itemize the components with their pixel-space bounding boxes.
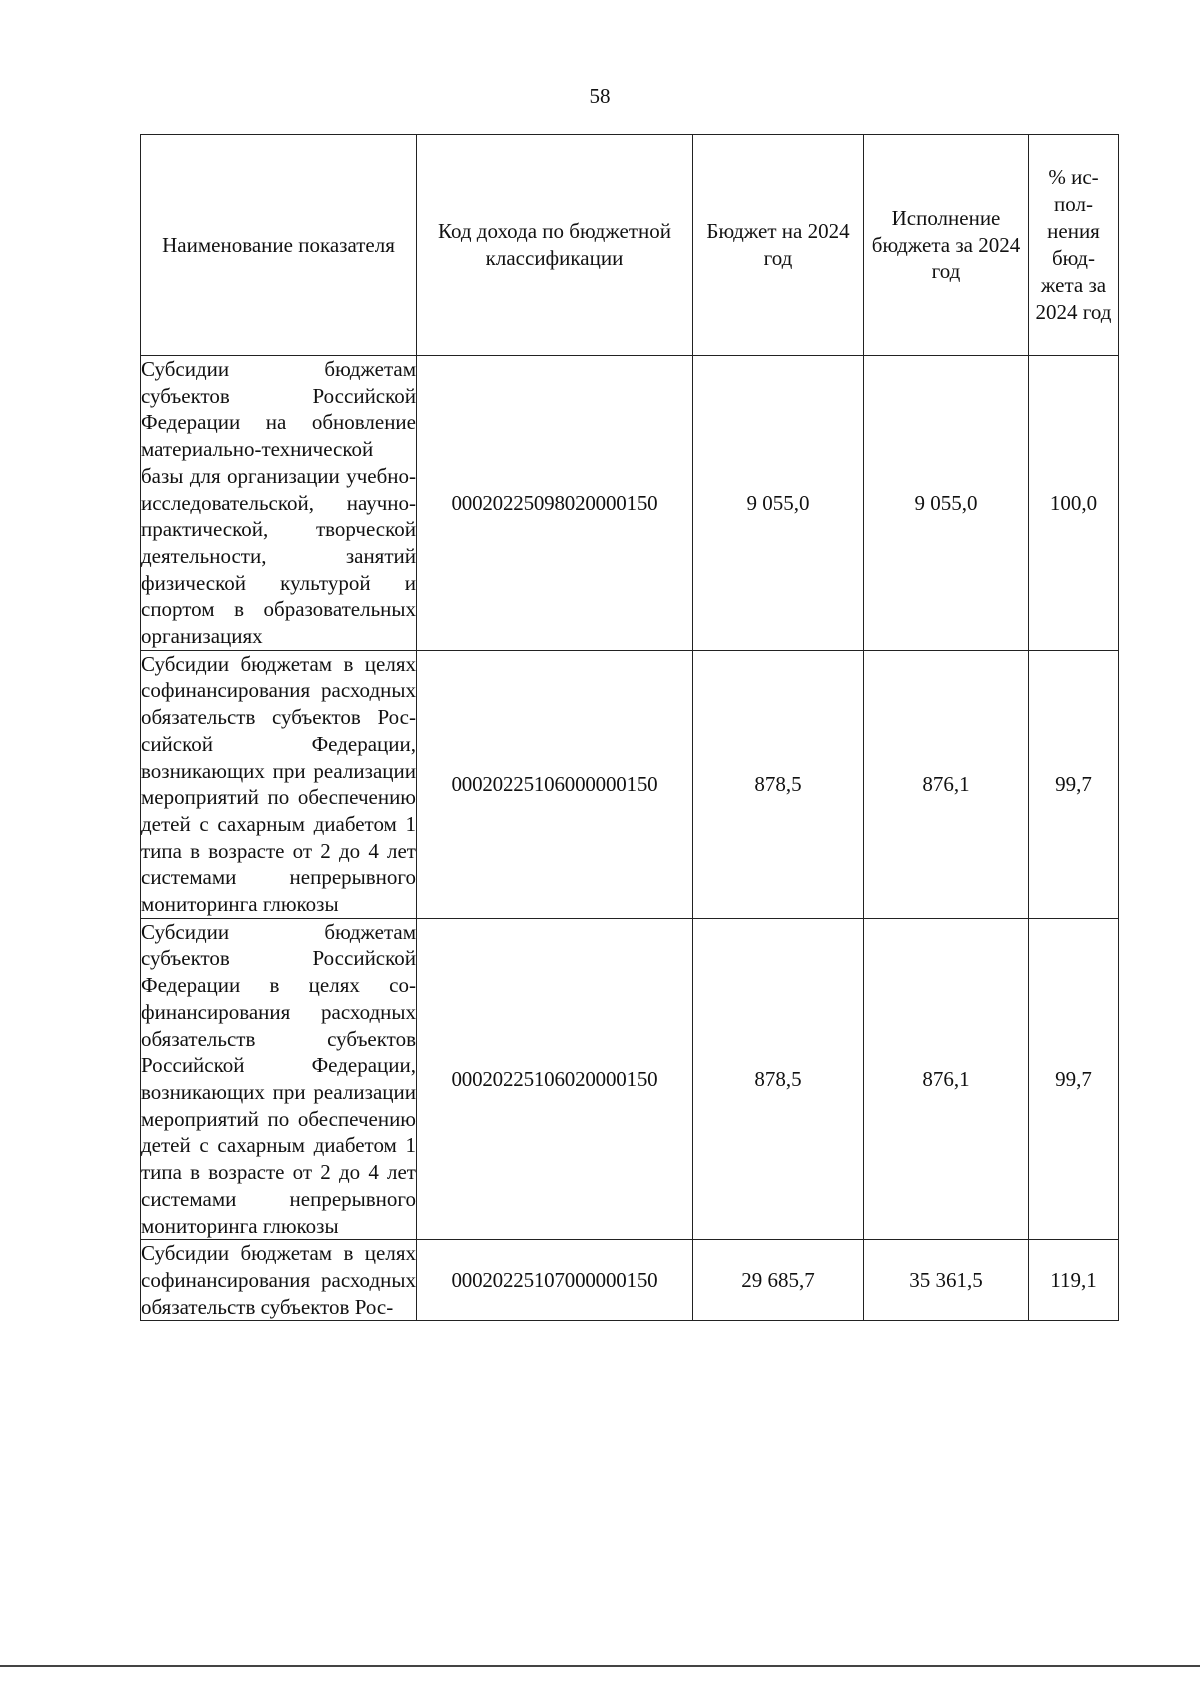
row-execution: 9 055,0: [864, 356, 1029, 651]
header-budget: Бюджет на 2024 год: [693, 135, 864, 356]
row-percent: 100,0: [1029, 356, 1119, 651]
row-name: Субсидии бюджетам в целях софинансирования расходных обязательств субъектов Российской Федерации, возникающих при реализации мероприятий по обеспечению детей с сахарным диабетом 1 типа в возрасте от 2 до 4 лет системами непрерывного мониторинга глюкозы: [141, 650, 417, 918]
row-code: 00020225106000000150: [417, 650, 693, 918]
row-name: Субсидии бюджетам субъектов Российской Федерации на обновление материально-технической базы для организации учебно-исследовательской, научно-практической, творческой деятельности, занятий физической культурой и спортом в образовательных организациях: [141, 356, 417, 651]
header-execution: Исполнение бюджета за 2024 год: [864, 135, 1029, 356]
table-row: [141, 1240, 1119, 1321]
row-percent: 119,1: [1029, 1240, 1119, 1321]
row-code: 00020225107000000150: [417, 1240, 693, 1321]
row-execution: 876,1: [864, 918, 1029, 1239]
row-percent: 99,7: [1029, 650, 1119, 918]
header-percent: % ис- пол- нения бюд- жета за 2024 год: [1029, 135, 1119, 356]
table-row: [141, 356, 1119, 651]
row-budget: 29 685,7: [693, 1240, 864, 1321]
row-budget: 878,5: [693, 918, 864, 1239]
row-code: 00020225106020000150: [417, 918, 693, 1239]
row-execution: 35 361,5: [864, 1240, 1029, 1321]
row-budget: 878,5: [693, 650, 864, 918]
budget-execution-table: [140, 134, 1119, 1321]
row-execution: 876,1: [864, 650, 1029, 918]
row-budget: 9 055,0: [693, 356, 864, 651]
header-code: Код дохода по бюджетной классификации: [417, 135, 693, 356]
row-code: 00020225098020000150: [417, 356, 693, 651]
header-name: Наименование показателя: [141, 135, 417, 356]
page-number: 58: [589, 84, 611, 108]
table-header-row: [141, 135, 1119, 356]
page-bottom-rule: [0, 1665, 1200, 1667]
row-percent: 99,7: [1029, 918, 1119, 1239]
table-row: [141, 650, 1119, 918]
table-row: [141, 918, 1119, 1239]
row-name: Субсидии бюджетам в целях софинансирования расходных обязательств субъектов Рос-: [141, 1240, 417, 1321]
row-name: Субсидии бюджетам субъектов Российской Федерации в целях софинансирования расходных обязательств субъектов Российской Федерации, возникающих при реализации мероприятий по обеспечению детей с сахарным диабетом 1 типа в возрасте от 2 до 4 лет системами непрерывного мониторинга глюкозы: [141, 918, 417, 1239]
